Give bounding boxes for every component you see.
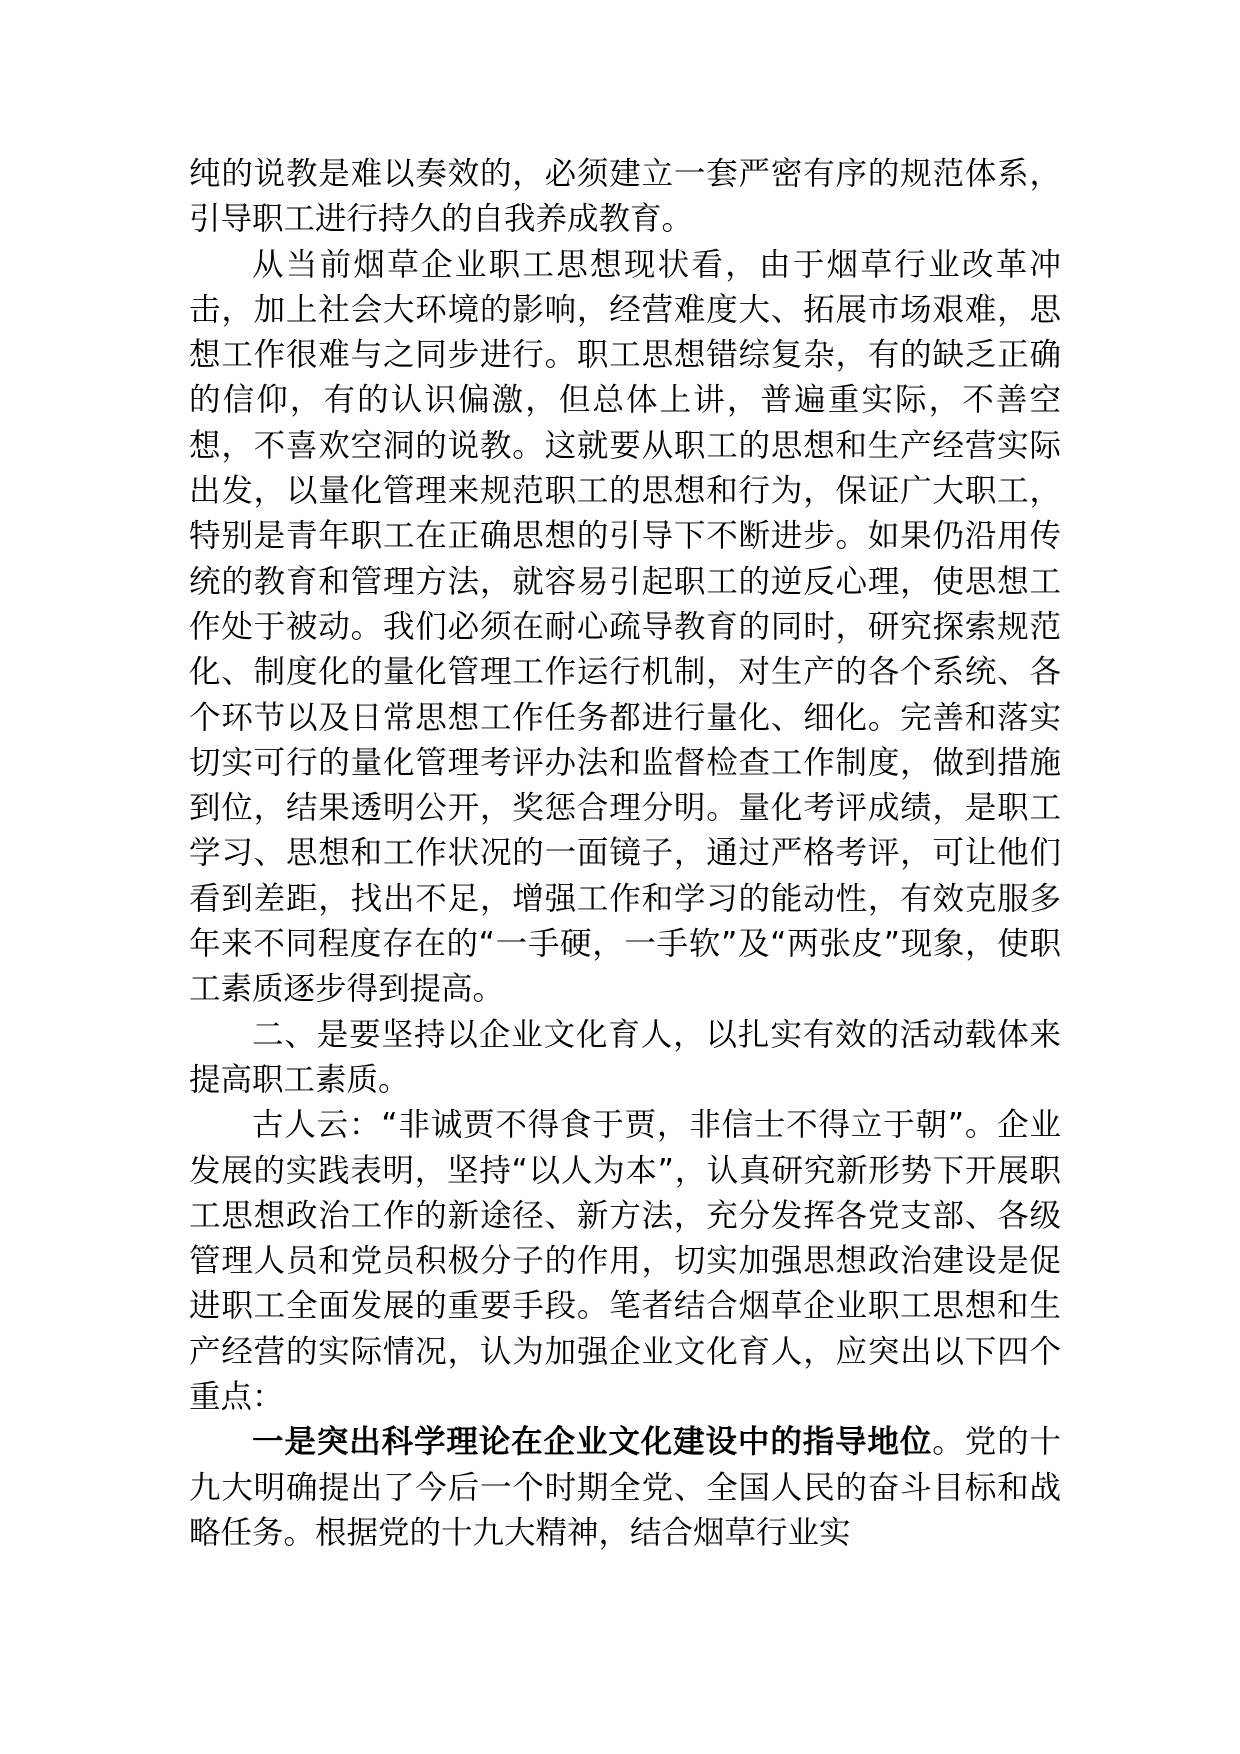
point-one-lead: 一是突出科学理论在企业文化建设中的指导地位	[252, 1424, 933, 1461]
section-heading-culture: 二、是要坚持以企业文化育人，以扎实有效的活动载体来提高职工素质。	[189, 1016, 1061, 1098]
point-one-text: 。党的十九大明确提出了今后一个时期全党、全国人民的奋斗目标和战略任务。根据党的十九大精神，结合烟草行业实	[189, 1424, 1061, 1551]
document-page	[189, 152, 1061, 1556]
paragraph-continuation: 纯的说教是难以奏效的，必须建立一套严密有序的规范体系，引导职工进行持久的自我养成教育。	[189, 156, 1061, 238]
paragraph-quantified-management: 从当前烟草企业职工思想现状看，由于烟草行业改革冲击，加上社会大环境的影响，经营难度大、拓展市场艰难，思想工作很难与之同步进行。职工思想错综复杂，有的缺乏正确的信仰，有的认识偏激，但总体上讲，普遍重实际，不善空想，不喜欢空洞的说教。这就要从职工的思想和生产经营实际出发，以量化管理来规范职工的思想和行为，保证广大职工，特别是青年职工在正确思想的引导下不断进步。如果仍沿用传统的教育和管理方法，就容易引起职工的逆反心理，使思想工作处于被动。我们必须在耐心疏导教育的同时，研究探索规范化、制度化的量化管理工作运行机制，对生产的各个系统、各个环节以及日常思想工作任务都进行量化、细化。完善和落实切实可行的量化管理考评办法和监督检查工作制度，做到措施到位，结果透明公开，奖惩合理分明。量化考评成绩，是职工学习、思想和工作状况的一面镜子，通过严格考评，可让他们看到差距，找出不足，增强工作和学习的能动性，有效克服多年来不同程度存在的“一手硬，一手软”及“两张皮”现象，使职工素质逐步得到提高。	[189, 246, 1061, 1008]
paragraph-ancient-quote: 古人云：“非诚贾不得食于贾，非信士不得立于朝”。企业发展的实践表明，坚持“以人为本”，认真研究新形势下开展职工思想政治工作的新途径、新方法，充分发挥各党支部、各级管理人员和党员积极分子的作用，切实加强思想政治建设是促进职工全面发展的重要手段。笔者结合烟草企业职工思想和生产经营的实际情况，认为加强企业文化育人，应突出以下四个重点：	[189, 1107, 1061, 1416]
paragraph-point-one	[189, 1420, 1061, 1556]
